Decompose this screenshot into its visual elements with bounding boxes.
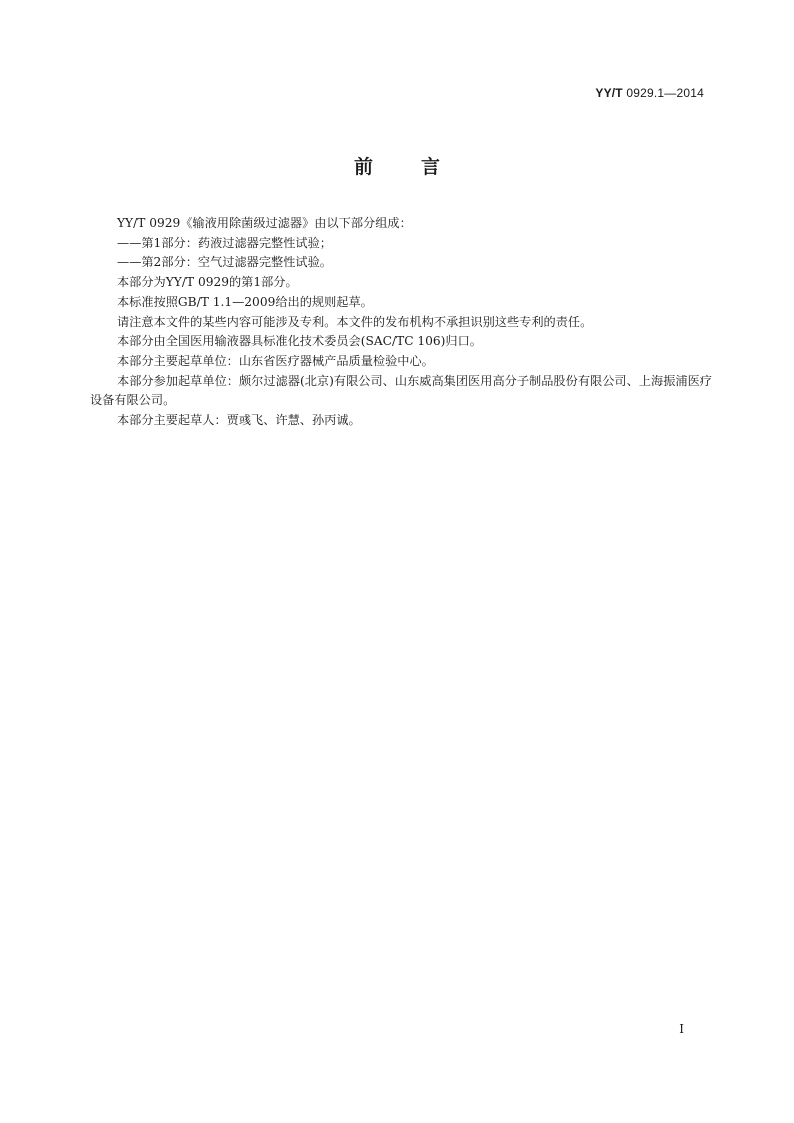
paragraph-patent-notice: 请注意本文件的某些内容可能涉及专利。本文件的发布机构不承担识别这些专利的责任。 bbox=[117, 314, 593, 329]
paragraph-drafting-rules: 本标准按照GB/T 1.1—2009给出的规则起草。 bbox=[117, 294, 373, 309]
page-title: 前言 bbox=[353, 156, 488, 178]
paragraph-composition: YY/T 0929《输液用除菌级过滤器》由以下部分组成： bbox=[117, 216, 412, 230]
paragraph-part-1: ——第1部分：药液过滤器完整性试验； bbox=[117, 235, 332, 250]
standard-code bbox=[595, 86, 704, 100]
paragraph-main-drafting-unit: 本部分主要起草单位：山东省医疗器械产品质量检验中心。 bbox=[117, 353, 434, 368]
paragraph-this-part: 本部分为YY/T 0929的第1部分。 bbox=[117, 275, 298, 290]
paragraph-main-drafters: 本部分主要起草人：贾彧飞、许慧、孙丙诚。 bbox=[117, 413, 361, 428]
paragraph-responsible-committee: 本部分由全国医用输液器具标准化技术委员会(SAC/TC 106)归口。 bbox=[117, 334, 482, 349]
foreword-body bbox=[90, 214, 712, 431]
standard-number: 0929.1—2014 bbox=[626, 86, 704, 100]
paragraph-part-2: ——第2部分：空气过滤器完整性试验。 bbox=[117, 255, 332, 270]
standard-prefix: YY/T bbox=[595, 86, 623, 100]
paragraph-participating-units: 本部分参加起草单位：颇尔过滤器(北京)有限公司、山东威高集团医用高分子制品股份有限公司、上海振浦医疗设备有限公司。 bbox=[90, 373, 712, 408]
page-number: I bbox=[679, 1022, 684, 1036]
